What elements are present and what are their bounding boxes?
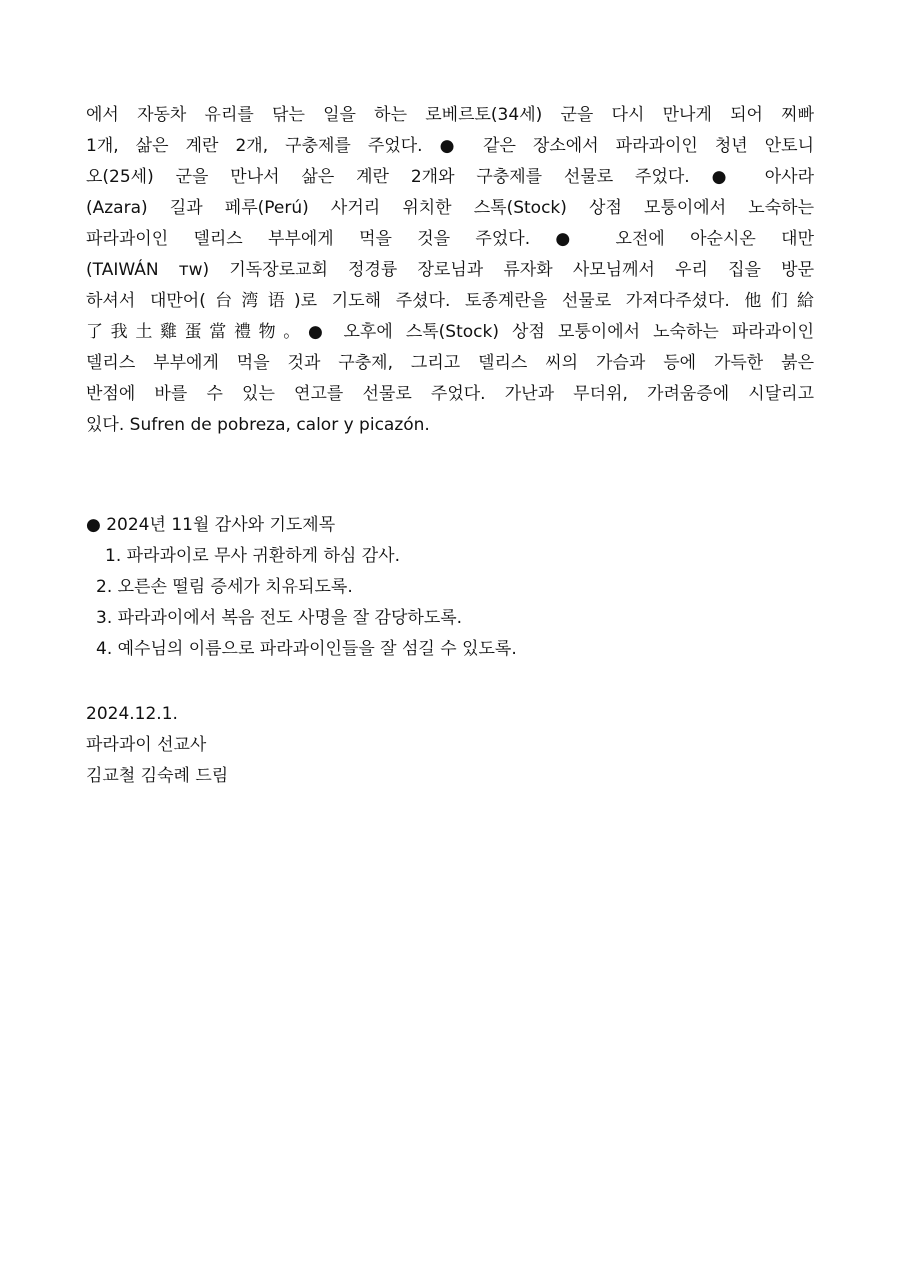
paragraph-line: 오(25세) 군을 만나서 삶은 계란 2개와 구충제를 선물로 주었다. ● 아사라 <box>86 167 814 187</box>
prayer-section <box>86 510 814 665</box>
paragraph-line: 하셔서 대만어(台湾语)로 기도해 주셨다. 토종계란을 선물로 가져다주셨다. 他们給 <box>86 291 814 311</box>
sender-names: 김교철 김숙례 드림 <box>86 766 229 786</box>
paragraph-line: 了我土雞蛋當禮物。● 오후에 스톡(Stock) 상점 모퉁이에서 노숙하는 파라과이인 <box>86 322 814 342</box>
letter-date: 2024.12.1. <box>86 704 178 724</box>
signature-block <box>86 699 814 792</box>
sender-title: 파라과이 선교사 <box>86 735 207 755</box>
paragraph-line: 있다. Sufren de pobreza, calor y picazón. <box>86 415 430 435</box>
paragraph-line: 에서 자동차 유리를 닦는 일을 하는 로베르토(34세) 군을 다시 만나게 되어 찌빠 <box>86 105 814 125</box>
paragraph-line: (Azara) 길과 페루(Perú) 사거리 위치한 스톡(Stock) 상점 모퉁이에서 노숙하는 <box>86 198 814 218</box>
prayer-item: 2. 오른손 떨림 증세가 치유되도록. <box>96 577 353 597</box>
prayer-item: 1. 파라과이로 무사 귀환하게 하심 감사. <box>105 546 400 566</box>
paragraph-line: (TAIWÁN ᴛᴡ) 기독장로교회 정경륭 장로님과 류자화 사모님께서 우리 집을 방문 <box>86 260 814 280</box>
paragraph-line: 반점에 바를 수 있는 연고를 선물로 주었다. 가난과 무더위, 가려움증에 시달리고 <box>86 384 814 404</box>
prayer-item: 3. 파라과이에서 복음 전도 사명을 잘 감당하도록. <box>96 608 463 628</box>
letter-body-paragraph <box>86 100 814 441</box>
prayer-heading: ● 2024년 11월 감사와 기도제목 <box>86 515 336 535</box>
paragraph-line: 파라과이인 델리스 부부에게 먹을 것을 주었다. ● 오전에 아순시온 대만 <box>86 229 814 249</box>
paragraph-line: 델리스 부부에게 먹을 것과 구충제, 그리고 델리스 씨의 가슴과 등에 가득한 붉은 <box>86 353 814 373</box>
prayer-item: 4. 예수님의 이름으로 파라과이인들을 잘 섬길 수 있도록. <box>96 639 517 659</box>
paragraph-line: 1개, 삶은 계란 2개, 구충제를 주었다. ● 같은 장소에서 파라과이인 청년 안토니 <box>86 136 814 156</box>
prayer-list <box>86 541 814 665</box>
